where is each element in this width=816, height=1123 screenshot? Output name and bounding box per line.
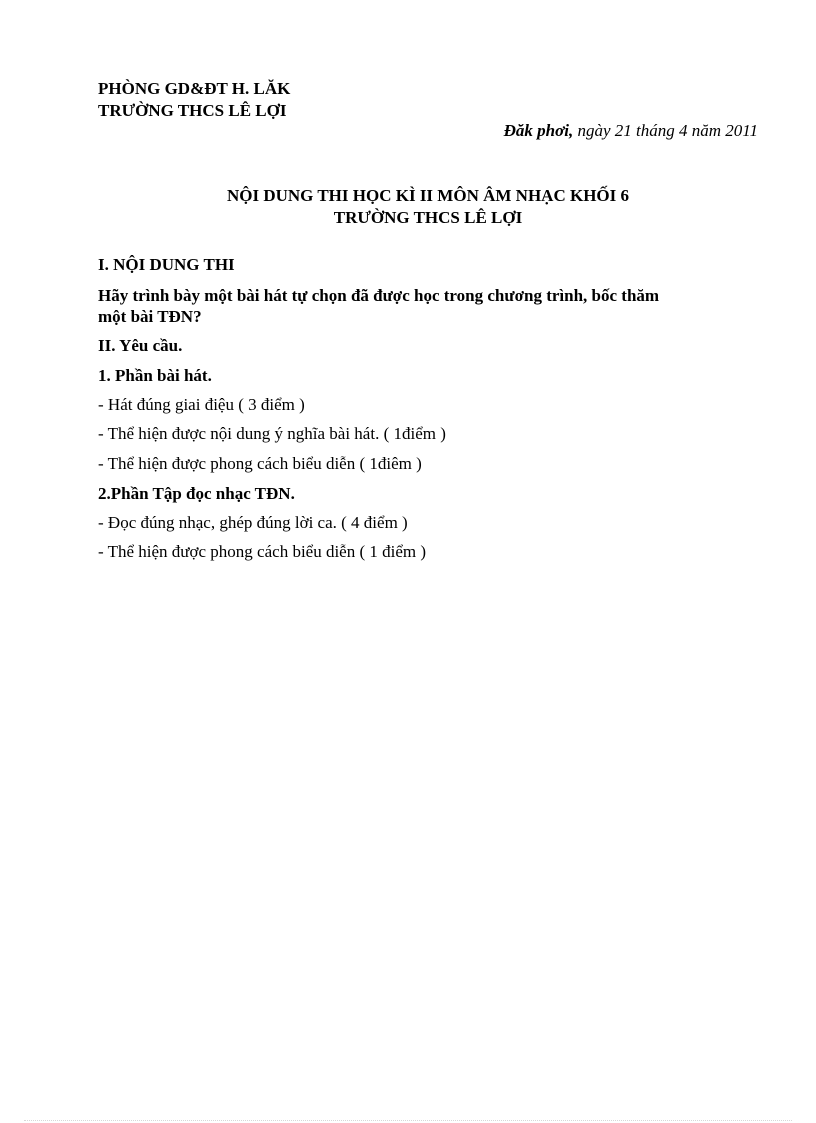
list-item: - Đọc đúng nhạc, ghép đúng lời ca. ( 4 điểm ) [98, 513, 408, 532]
list-item: - Thể hiện được phong cách biểu diễn ( 1điêm ) [98, 454, 422, 473]
page-bottom-divider [24, 1120, 792, 1121]
dateline [504, 121, 758, 141]
section-1-heading: I. NỘI DUNG THI [98, 255, 235, 274]
dateline-place: Đăk phơi, [503, 121, 574, 140]
part-1-heading: 1. Phần bài hát. [98, 366, 212, 385]
part-2-heading: 2.Phần Tập đọc nhạc TĐN. [98, 484, 295, 503]
list-item: - Hát đúng giai điệu ( 3 điểm ) [98, 395, 305, 414]
document-subtitle: TRƯỜNG THCS LÊ LỢI [333, 208, 523, 227]
exam-question-line-2: một bài TĐN? [98, 307, 202, 326]
list-item: - Thể hiện được nội dung ý nghĩa bài hát. ( 1điểm ) [98, 424, 446, 443]
list-item: - Thể hiện được phong cách biểu diễn ( 1 điểm ) [98, 542, 427, 561]
section-2-heading: II. Yêu cầu. [98, 336, 183, 355]
dateline-date: ngày 21 tháng 4 năm 2011 [573, 121, 758, 140]
exam-question-line-1: Hãy trình bày một bài hát tự chọn đã được học trong chương trình, bốc thăm [98, 286, 660, 305]
document-title: NỘI DUNG THI HỌC KÌ II MÔN ÂM NHẠC KHỐI 6 [226, 186, 630, 205]
school-name: TRƯỜNG THCS LÊ LỢI [98, 101, 287, 120]
department-name: PHÒNG GD&ĐT H. LĂK [98, 79, 291, 98]
